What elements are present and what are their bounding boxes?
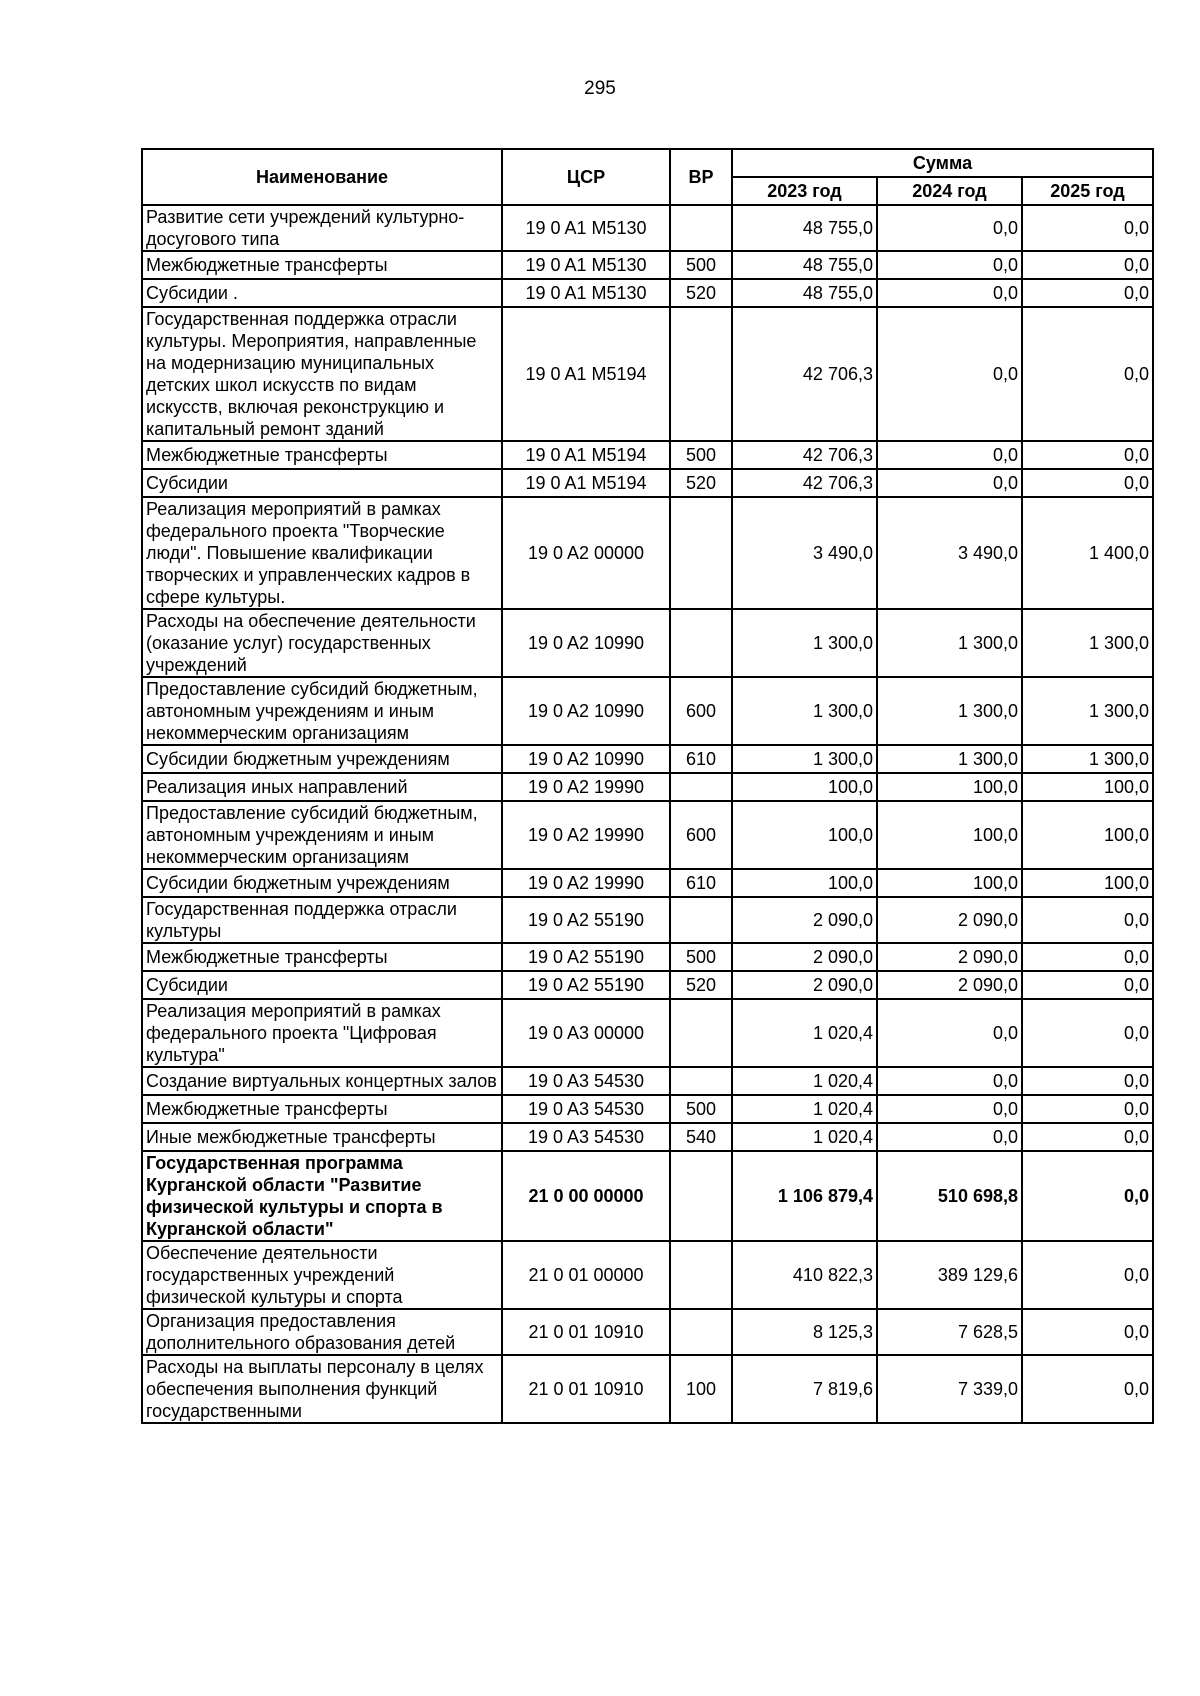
row-2024-cell: 0,0 <box>877 307 1022 441</box>
row-2023-cell: 2 090,0 <box>732 971 877 999</box>
row-2025-cell: 0,0 <box>1022 1151 1153 1241</box>
row-2023-cell: 1 300,0 <box>732 745 877 773</box>
row-2023-cell: 1 020,4 <box>732 1123 877 1151</box>
row-vr-cell: 500 <box>670 1095 732 1123</box>
row-2024-cell: 2 090,0 <box>877 971 1022 999</box>
row-2024-cell: 0,0 <box>877 205 1022 251</box>
header-2025: 2025 год <box>1022 177 1153 205</box>
row-vr-cell: 100 <box>670 1355 732 1423</box>
row-name-cell: Реализация иных направлений <box>142 773 502 801</box>
row-vr-cell: 600 <box>670 677 732 745</box>
table-row <box>142 971 1153 999</box>
table-row <box>142 441 1153 469</box>
row-name-cell: Межбюджетные трансферты <box>142 943 502 971</box>
row-csr-cell: 19 0 A2 10990 <box>502 609 670 677</box>
row-2025-cell: 100,0 <box>1022 869 1153 897</box>
row-2023-cell: 42 706,3 <box>732 307 877 441</box>
budget-table <box>141 148 1154 1424</box>
table-row <box>142 497 1153 609</box>
row-2025-cell: 0,0 <box>1022 1355 1153 1423</box>
row-csr-cell: 19 0 A3 54530 <box>502 1067 670 1095</box>
row-2023-cell: 100,0 <box>732 801 877 869</box>
row-name-cell: Государственная поддержка отрасли культуры <box>142 897 502 943</box>
row-name-cell: Государственная поддержка отрасли культуры. Мероприятия, направленные на модернизацию муниципальных детских школ искусств по видам искусств, включая реконструкцию и капитальный ремонт зданий <box>142 307 502 441</box>
row-2024-cell: 0,0 <box>877 469 1022 497</box>
row-csr-cell: 19 0 A1 M5130 <box>502 251 670 279</box>
row-2024-cell: 3 490,0 <box>877 497 1022 609</box>
row-name-cell: Иные межбюджетные трансферты <box>142 1123 502 1151</box>
row-2023-cell: 3 490,0 <box>732 497 877 609</box>
row-csr-cell: 19 0 A2 55190 <box>502 971 670 999</box>
row-2025-cell: 1 400,0 <box>1022 497 1153 609</box>
table-body <box>142 205 1153 1423</box>
row-2024-cell: 0,0 <box>877 999 1022 1067</box>
row-2023-cell: 48 755,0 <box>732 279 877 307</box>
row-2023-cell: 42 706,3 <box>732 441 877 469</box>
row-2023-cell: 7 819,6 <box>732 1355 877 1423</box>
row-csr-cell: 19 0 A3 54530 <box>502 1123 670 1151</box>
row-2025-cell: 0,0 <box>1022 441 1153 469</box>
row-csr-cell: 19 0 A2 55190 <box>502 943 670 971</box>
row-csr-cell: 19 0 A3 00000 <box>502 999 670 1067</box>
row-vr-cell <box>670 1241 732 1309</box>
row-vr-cell <box>670 999 732 1067</box>
row-2025-cell: 0,0 <box>1022 943 1153 971</box>
row-2023-cell: 410 822,3 <box>732 1241 877 1309</box>
row-vr-cell <box>670 307 732 441</box>
row-2024-cell: 389 129,6 <box>877 1241 1022 1309</box>
row-2023-cell: 1 020,4 <box>732 1095 877 1123</box>
row-csr-cell: 21 0 01 10910 <box>502 1355 670 1423</box>
row-name-cell: Субсидии . <box>142 279 502 307</box>
row-vr-cell: 500 <box>670 943 732 971</box>
row-2025-cell: 0,0 <box>1022 1123 1153 1151</box>
row-2023-cell: 1 106 879,4 <box>732 1151 877 1241</box>
row-2023-cell: 2 090,0 <box>732 943 877 971</box>
row-csr-cell: 19 0 A3 54530 <box>502 1095 670 1123</box>
table-row <box>142 943 1153 971</box>
row-vr-cell: 520 <box>670 971 732 999</box>
row-2024-cell: 0,0 <box>877 279 1022 307</box>
table-row <box>142 1095 1153 1123</box>
row-2024-cell: 2 090,0 <box>877 897 1022 943</box>
row-2025-cell: 100,0 <box>1022 801 1153 869</box>
row-vr-cell <box>670 609 732 677</box>
row-csr-cell: 19 0 A2 19990 <box>502 773 670 801</box>
row-2025-cell: 0,0 <box>1022 897 1153 943</box>
row-csr-cell: 19 0 A1 M5194 <box>502 469 670 497</box>
row-2024-cell: 1 300,0 <box>877 745 1022 773</box>
row-name-cell: Развитие сети учреждений культурно-досугового типа <box>142 205 502 251</box>
row-vr-cell: 500 <box>670 251 732 279</box>
row-csr-cell: 21 0 01 10910 <box>502 1309 670 1355</box>
row-2025-cell: 1 300,0 <box>1022 609 1153 677</box>
row-2024-cell: 1 300,0 <box>877 677 1022 745</box>
row-name-cell: Расходы на обеспечение деятельности (оказание услуг) государственных учреждений <box>142 609 502 677</box>
row-2023-cell: 1 300,0 <box>732 609 877 677</box>
header-name: Наименование <box>142 149 502 205</box>
table-row <box>142 1151 1153 1241</box>
row-csr-cell: 19 0 A2 55190 <box>502 897 670 943</box>
table-row <box>142 745 1153 773</box>
row-2025-cell: 0,0 <box>1022 1095 1153 1123</box>
row-2023-cell: 100,0 <box>732 773 877 801</box>
page-number: 295 <box>584 78 616 99</box>
row-2025-cell: 0,0 <box>1022 279 1153 307</box>
row-csr-cell: 19 0 A1 M5194 <box>502 441 670 469</box>
table-row <box>142 1123 1153 1151</box>
row-2025-cell: 0,0 <box>1022 999 1153 1067</box>
row-2024-cell: 0,0 <box>877 1095 1022 1123</box>
row-2023-cell: 1 020,4 <box>732 1067 877 1095</box>
row-name-cell: Межбюджетные трансферты <box>142 441 502 469</box>
row-2024-cell: 2 090,0 <box>877 943 1022 971</box>
row-name-cell: Межбюджетные трансферты <box>142 251 502 279</box>
row-2025-cell: 0,0 <box>1022 205 1153 251</box>
row-name-cell: Субсидии <box>142 971 502 999</box>
row-2025-cell: 0,0 <box>1022 971 1153 999</box>
row-2024-cell: 0,0 <box>877 251 1022 279</box>
table-row <box>142 1067 1153 1095</box>
row-csr-cell: 21 0 01 00000 <box>502 1241 670 1309</box>
row-name-cell: Предоставление субсидий бюджетным, автономным учреждениям и иным некоммерческим организациям <box>142 677 502 745</box>
row-vr-cell <box>670 1309 732 1355</box>
row-name-cell: Расходы на выплаты персоналу в целях обеспечения выполнения функций государственными <box>142 1355 502 1423</box>
row-vr-cell <box>670 1067 732 1095</box>
row-2025-cell: 1 300,0 <box>1022 677 1153 745</box>
row-2025-cell: 0,0 <box>1022 1067 1153 1095</box>
row-vr-cell <box>670 1151 732 1241</box>
row-name-cell: Реализация мероприятий в рамках федерального проекта "Творческие люди". Повышение квалификации творческих и управленческих кадров в сфере культуры. <box>142 497 502 609</box>
table-row <box>142 609 1153 677</box>
row-csr-cell: 19 0 A1 M5194 <box>502 307 670 441</box>
row-2023-cell: 2 090,0 <box>732 897 877 943</box>
row-name-cell: Организация предоставления дополнительного образования детей <box>142 1309 502 1355</box>
row-2025-cell: 0,0 <box>1022 251 1153 279</box>
row-csr-cell: 19 0 A2 19990 <box>502 869 670 897</box>
table-row <box>142 251 1153 279</box>
row-2024-cell: 100,0 <box>877 869 1022 897</box>
table-row <box>142 1355 1153 1423</box>
row-2024-cell: 1 300,0 <box>877 609 1022 677</box>
header-vr: ВР <box>670 149 732 205</box>
header-2024: 2024 год <box>877 177 1022 205</box>
header-csr: ЦСР <box>502 149 670 205</box>
row-vr-cell: 610 <box>670 869 732 897</box>
row-vr-cell <box>670 497 732 609</box>
row-2024-cell: 100,0 <box>877 773 1022 801</box>
row-vr-cell <box>670 773 732 801</box>
table-row <box>142 897 1153 943</box>
row-name-cell: Субсидии бюджетным учреждениям <box>142 869 502 897</box>
row-vr-cell <box>670 205 732 251</box>
table-row <box>142 677 1153 745</box>
row-2025-cell: 0,0 <box>1022 1241 1153 1309</box>
row-name-cell: Межбюджетные трансферты <box>142 1095 502 1123</box>
row-name-cell: Субсидии бюджетным учреждениям <box>142 745 502 773</box>
row-2025-cell: 1 300,0 <box>1022 745 1153 773</box>
row-csr-cell: 21 0 00 00000 <box>502 1151 670 1241</box>
table-row <box>142 801 1153 869</box>
table-row <box>142 469 1153 497</box>
row-2024-cell: 7 628,5 <box>877 1309 1022 1355</box>
header-2023: 2023 год <box>732 177 877 205</box>
row-2023-cell: 8 125,3 <box>732 1309 877 1355</box>
row-vr-cell <box>670 897 732 943</box>
row-csr-cell: 19 0 A1 M5130 <box>502 205 670 251</box>
row-vr-cell: 520 <box>670 279 732 307</box>
row-2024-cell: 0,0 <box>877 1123 1022 1151</box>
row-2023-cell: 100,0 <box>732 869 877 897</box>
row-name-cell: Предоставление субсидий бюджетным, автономным учреждениям и иным некоммерческим организациям <box>142 801 502 869</box>
row-2025-cell: 100,0 <box>1022 773 1153 801</box>
row-2024-cell: 7 339,0 <box>877 1355 1022 1423</box>
row-name-cell: Создание виртуальных концертных залов <box>142 1067 502 1095</box>
row-2023-cell: 48 755,0 <box>732 205 877 251</box>
table-row <box>142 1241 1153 1309</box>
row-vr-cell: 520 <box>670 469 732 497</box>
row-csr-cell: 19 0 A2 10990 <box>502 745 670 773</box>
row-name-cell: Обеспечение деятельности государственных учреждений физической культуры и спорта <box>142 1241 502 1309</box>
table-row <box>142 869 1153 897</box>
row-2025-cell: 0,0 <box>1022 469 1153 497</box>
table-row <box>142 999 1153 1067</box>
table-row <box>142 1309 1153 1355</box>
row-2023-cell: 48 755,0 <box>732 251 877 279</box>
row-2023-cell: 1 020,4 <box>732 999 877 1067</box>
row-csr-cell: 19 0 A2 19990 <box>502 801 670 869</box>
row-vr-cell: 500 <box>670 441 732 469</box>
row-2023-cell: 1 300,0 <box>732 677 877 745</box>
row-name-cell: Субсидии <box>142 469 502 497</box>
row-2024-cell: 0,0 <box>877 1067 1022 1095</box>
table-row <box>142 279 1153 307</box>
row-name-cell: Реализация мероприятий в рамках федерального проекта "Цифровая культура" <box>142 999 502 1067</box>
header-sum: Сумма <box>732 149 1153 177</box>
row-vr-cell: 600 <box>670 801 732 869</box>
table-row <box>142 307 1153 441</box>
row-csr-cell: 19 0 A1 M5130 <box>502 279 670 307</box>
row-2024-cell: 510 698,8 <box>877 1151 1022 1241</box>
row-2024-cell: 0,0 <box>877 441 1022 469</box>
table-row <box>142 773 1153 801</box>
row-2025-cell: 0,0 <box>1022 307 1153 441</box>
row-vr-cell: 610 <box>670 745 732 773</box>
row-2025-cell: 0,0 <box>1022 1309 1153 1355</box>
row-vr-cell: 540 <box>670 1123 732 1151</box>
row-name-cell: Государственная программа Курганской области "Развитие физической культуры и спорта в Курганской области" <box>142 1151 502 1241</box>
table-row <box>142 205 1153 251</box>
row-2024-cell: 100,0 <box>877 801 1022 869</box>
row-csr-cell: 19 0 A2 10990 <box>502 677 670 745</box>
row-2023-cell: 42 706,3 <box>732 469 877 497</box>
row-csr-cell: 19 0 A2 00000 <box>502 497 670 609</box>
